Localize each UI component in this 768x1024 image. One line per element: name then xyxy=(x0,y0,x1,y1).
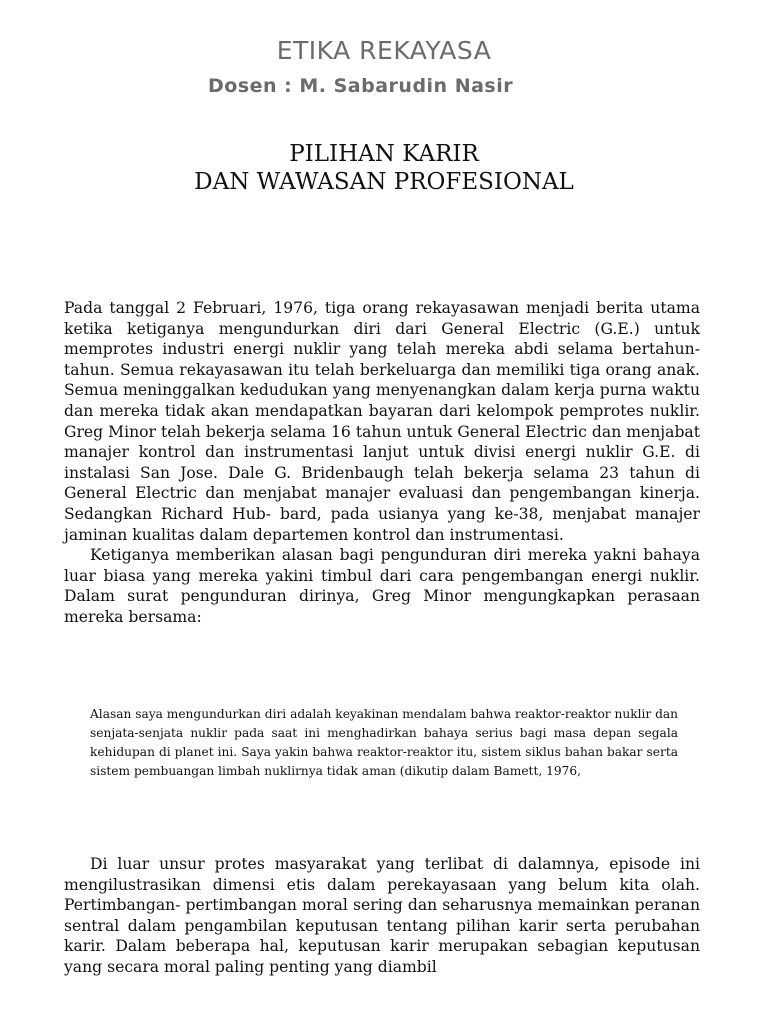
paragraph-2: Ketiganya memberikan alasan bagi pengunduran diri mereka yakni bahaya luar biasa yang mereka yakini timbul dari cara pengembangan energi nuklir. Dalam surat pengunduran dirinya, Greg Minor mengungkapkan perasaan mereka bersama: xyxy=(64,546,700,626)
title-line-1: PILIHAN KARIR xyxy=(289,141,479,167)
paragraph-3: Di luar unsur protes masyarakat yang terlibat di dalamnya, episode ini mengilustrasikan dimensi etis dalam perekayasaan yang belum kita olah. Pertimbangan- pertimbangan moral sering dan seharusnya memainkan peranan sentral dalam pengambilan keputusan tentang pilihan karir serta perubahan karir. Dalam beberapa hal, keputusan karir merupakan sebagian keputusan yang secara moral paling penting yang diambil xyxy=(64,855,700,976)
body-section-2 xyxy=(64,854,700,978)
paragraph-1: Pada tanggal 2 Februari, 1976, tiga orang rekayasawan menjadi berita utama ketika ketiganya mengundurkan diri dari General Electric (G.E.) untuk memprotes industri energi nuklir yang telah mereka abdi selama bertahun-tahun. Semua rekayasawan itu telah berkeluarga dan memiliki tiga orang anak. Semua meninggalkan kedudukan yang menyenangkan dalam kerja purna waktu dan mereka tidak akan mendapatkan bayaran dari kelompok pemprotes nuklir. Greg Minor telah bekerja selama 16 tahun untuk General Electric dan menjabat manajer kontrol dan instrumentasi lanjut untuk divisi energi nuklir G.E. di instalasi San Jose. Dale G. Bridenbaugh telah bekerja selama 23 tahun di General Electric dan menjabat manajer evaluasi dan pengembangan kinerja. Sedangkan Richard Hub- bard, pada usianya yang ke-38, menjabat manajer jaminan kualitas dalam departemen kontrol dan instrumentasi. xyxy=(64,299,700,544)
lecturer-name: Dosen : M. Sabarudin Nasir xyxy=(208,75,514,97)
body-section-1 xyxy=(64,298,700,628)
block-quote: Alasan saya mengundurkan diri adalah keyakinan mendalam bahwa reaktor-reaktor nuklir dan senjata-senjata nuklir pada saat ini menghadirkan bahaya serius bagi masa depan segala kehidupan di planet ini. Saya yakin bahwa reaktor-reaktor itu, sistem siklus bahan bakar serta sistem pembuangan limbah nuklirnya tidak aman (dikutip dalam Bamett, 1976, xyxy=(90,707,678,778)
title-line-2: DAN WAWASAN PROFESIONAL xyxy=(194,169,574,195)
course-title: ETIKA REKAYASA xyxy=(276,36,492,65)
document-title xyxy=(0,140,768,196)
